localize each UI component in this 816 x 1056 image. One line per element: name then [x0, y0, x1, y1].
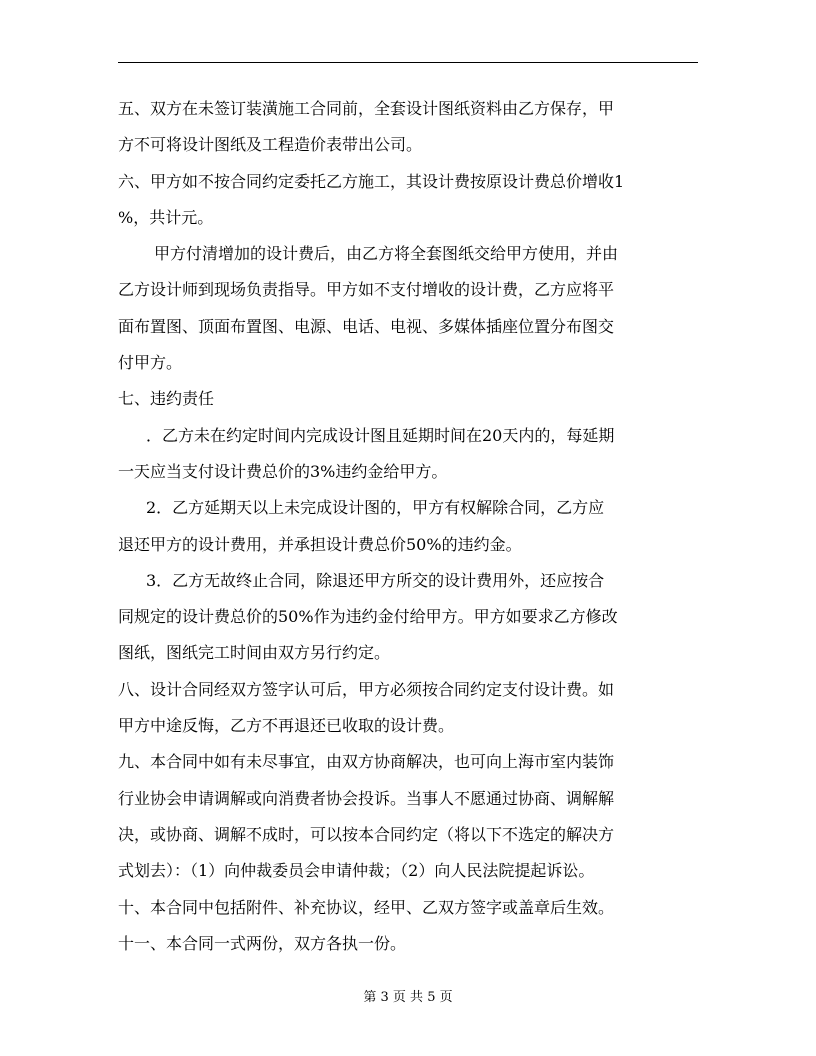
clause-6-continuation [118, 236, 700, 381]
clause-7-heading [118, 381, 700, 417]
text-line: 决，或协商、调解不成时，可以按本合同约定（将以下不选定的解决方 [118, 824, 615, 844]
text-line: 甲方中途反悔，乙方不再退还已收取的设计费。 [118, 716, 455, 736]
page-number-footer: 第 3 页 共 5 页 [363, 990, 453, 1005]
clause-10 [118, 890, 700, 926]
text-line: 退还甲方的设计费用，并承担设计费总价50%的违约金。 [118, 534, 522, 554]
text-line: 五、双方在未签订装潢施工合同前，全套设计图纸资料由乙方保存，甲 [118, 99, 615, 118]
text-line: 九、本合同中如有未尽事宜，由双方协商解决，也可向上海市室内装饰 [118, 752, 615, 772]
text-line: 八、设计合同经双方签字认可后，甲方必须按合同约定支付设计费。如 [118, 679, 615, 699]
text-line: 十、本合同中包括附件、补充协议，经甲、乙双方签字或盖章后生效。 [118, 897, 615, 917]
clause-7-item-1 [118, 418, 700, 491]
text-line: 同规定的设计费总价的50%作为违约金付给甲方。甲方如要求乙方修改 [118, 607, 618, 627]
text-line: 3．乙方无故终止合同，除退还甲方所交的设计费用外，还应按合 [146, 570, 605, 590]
clause-9 [118, 744, 700, 889]
clause-7-item-3 [118, 563, 700, 672]
text-line: 行业协会申请调解或向消费者协会投诉。当事人不愿通过协商、调解解 [118, 788, 615, 808]
clause-6 [118, 164, 700, 237]
contract-body [118, 91, 700, 962]
text-line: 十一、本合同一式两份，双方各执一份。 [118, 933, 407, 953]
text-line: 七、违约责任 [118, 389, 215, 409]
text-line: %，共计元。 [118, 207, 214, 227]
text-line: 一天应当支付设计费总价的3%违约金给甲方。 [118, 461, 448, 481]
clause-8 [118, 672, 700, 745]
text-line: 六、甲方如不按合同约定委托乙方施工，其设计费按原设计费总价增收1 [118, 171, 625, 191]
text-line: 甲方付清增加的设计费后，由乙方将全套图纸交给甲方使用，并由 [154, 244, 619, 264]
clause-5 [118, 91, 700, 164]
text-line: 式划去）：（1）向仲裁委员会申请仲裁；（2）向人民法院提起诉讼。 [118, 861, 595, 881]
text-line: ．乙方未在约定时间内完成设计图且延期时间在20天内的，每延期 [146, 425, 615, 445]
text-line: 方不可将设计图纸及工程造价表带出公司。 [118, 135, 423, 155]
text-line: 图纸，图纸完工时间由双方另行约定。 [118, 643, 391, 663]
clause-7-item-2 [118, 490, 700, 563]
text-line: 面布置图、顶面布置图、电源、电话、电视、多媒体插座位置分布图交 [118, 316, 615, 336]
text-line: 2．乙方延期天以上未完成设计图的，甲方有权解除合同，乙方应 [146, 498, 605, 518]
clause-11 [118, 926, 700, 962]
text-line: 乙方设计师到现场负责指导。甲方如不支付增收的设计费，乙方应将平 [118, 280, 615, 300]
header-rule [118, 62, 698, 63]
text-line: 付甲方。 [118, 353, 183, 373]
